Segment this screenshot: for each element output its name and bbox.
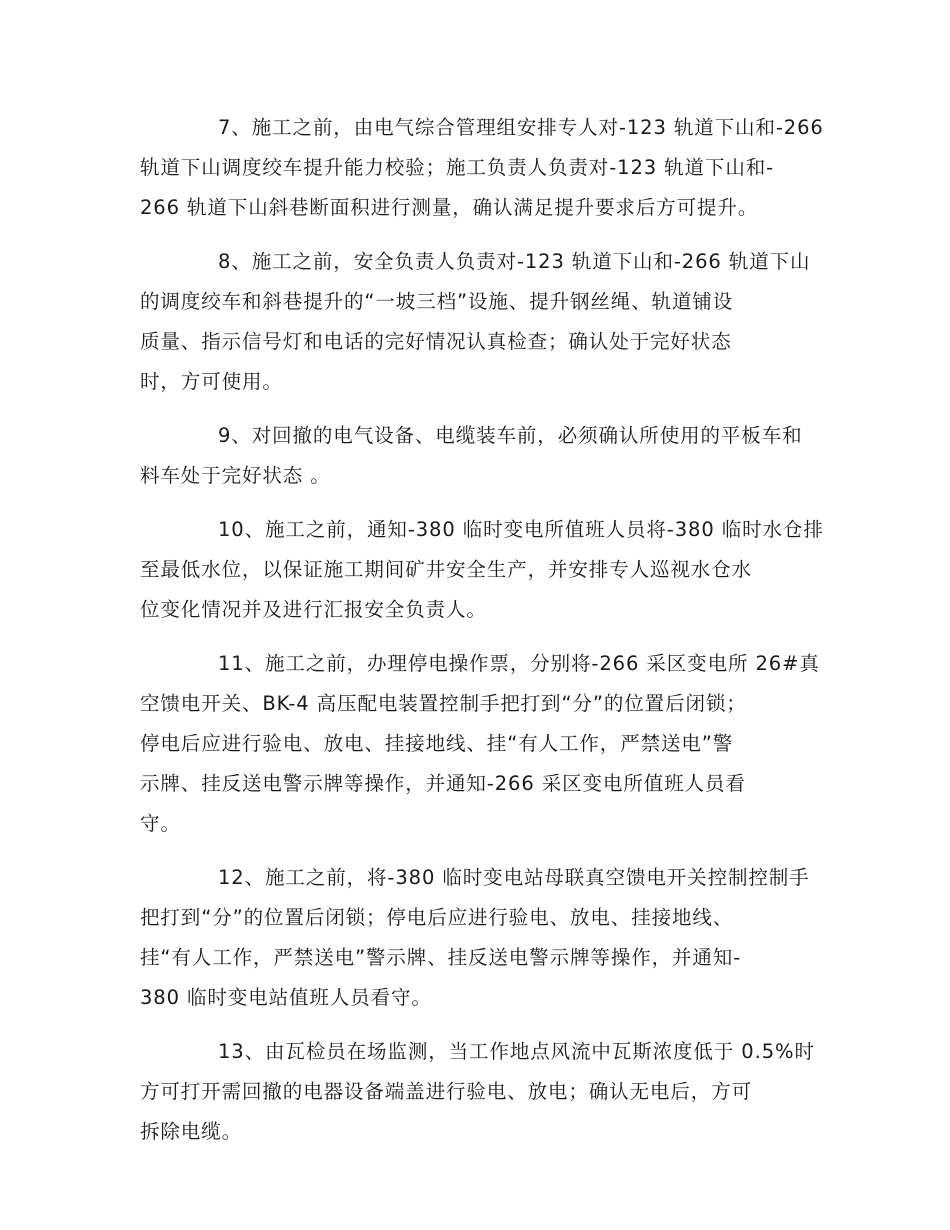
paragraph-item-13 xyxy=(140,1032,815,1152)
paragraph-line: 的调度绞车和斜巷提升的“一坡三档”设施、提升钢丝绳、轨道铺设 xyxy=(140,290,734,313)
paragraph-line: 266 轨道下山斜巷断面积进行测量，确认满足提升要求后方可提升。 xyxy=(140,196,759,219)
paragraph-line: 8、施工之前，安全负责人负责对-123 轨道下山和-266 轨道下山 xyxy=(218,250,811,273)
paragraph-line: 13、由瓦检员在场监测，当工作地点风流中瓦斯浓度低于 0.5%时 xyxy=(218,1040,815,1063)
paragraph-item-10 xyxy=(140,510,824,630)
paragraph-line: 12、施工之前，将-380 临时变电站母联真空馈电开关控制控制手 xyxy=(218,866,810,889)
paragraph-line: 方可打开需回撤的电器设备端盖进行验电、放电；确认无电后，方可 xyxy=(140,1080,753,1103)
paragraph-line: 料车处于完好状态 。 xyxy=(140,464,331,487)
paragraph-item-12 xyxy=(140,858,810,1018)
paragraph-line: 10、施工之前，通知-380 临时变电所值班人员将-380 临时水仓排 xyxy=(218,518,824,541)
paragraph-item-8 xyxy=(140,242,810,402)
paragraph-line: 至最低水位，以保证施工期间矿井安全生产，并安排专人巡视水仓水 xyxy=(140,558,753,581)
paragraph-line: 7、施工之前，由电气综合管理组安排专人对-123 轨道下山和-266 xyxy=(218,116,824,139)
paragraph-line: 380 临时变电站值班人员看守。 xyxy=(140,986,432,1009)
paragraph-line: 9、对回撤的电气设备、电缆装车前，必须确认所使用的平板车和 xyxy=(218,424,803,447)
paragraph-item-11 xyxy=(140,644,820,844)
paragraph-line: 停电后应进行验电、放电、挂接地线、挂“有人工作，严禁送电”警 xyxy=(140,732,734,755)
paragraph-line: 位变化情况并及进行汇报安全负责人。 xyxy=(140,598,487,621)
document-body xyxy=(140,108,824,1166)
paragraph-line: 把打到“分”的位置后闭锁；停电后应进行验电、放电、挂接地线、 xyxy=(140,906,734,929)
paragraph-line: 质量、指示信号灯和电话的完好情况认真检查；确认处于完好状态 xyxy=(140,330,732,353)
paragraph-line: 时，方可使用。 xyxy=(140,370,283,393)
paragraph-line: 11、施工之前，办理停电操作票，分别将-266 采区变电所 26#真 xyxy=(218,652,820,675)
paragraph-item-7 xyxy=(140,108,824,228)
paragraph-line: 空馈电开关、BK-4 高压配电装置控制手把打到“分”的位置后闭锁； xyxy=(140,692,747,715)
paragraph-line: 守。 xyxy=(140,812,181,835)
paragraph-line: 轨道下山调度绞车提升能力校验；施工负责人负责对-123 轨道下山和- xyxy=(140,156,775,179)
paragraph-item-9 xyxy=(140,416,810,496)
paragraph-line: 挂“有人工作，严禁送电”警示牌、挂反送电警示牌等操作，并通知- xyxy=(140,946,742,969)
paragraph-line: 拆除电缆。 xyxy=(140,1120,243,1143)
paragraph-line: 示牌、挂反送电警示牌等操作，并通知-266 采区变电所值班人员看 xyxy=(140,772,746,795)
